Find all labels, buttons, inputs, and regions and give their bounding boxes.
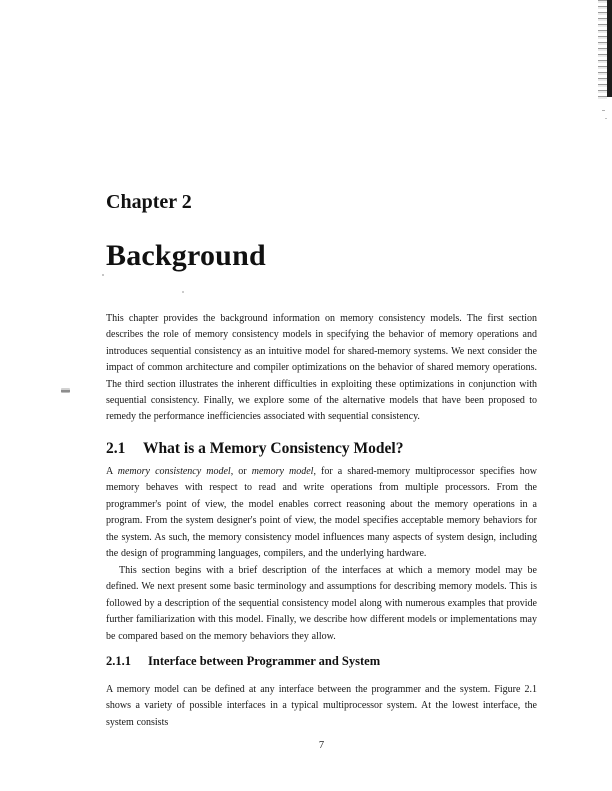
intro-paragraph: This chapter provides the background information on memory consistency models. The first section describes the role of memory consistency models in specifying the behavior of memory operations and introduces sequential consistency as an intuitive model for shared-memory systems. We next consider the impact of common architecture and compiler optimizations on the behavior of shared memory operations. The third section illustrates the inherent difficulties in exploiting these optimizations in conjunction with sequential consistency. Finally, we explore some of the alternative models that have been proposed to remedy the performance inefficiencies associated with sequential consistency. [106, 313, 537, 423]
scan-artifact-speck [605, 118, 607, 119]
paragraph-segment-italic: memory model [251, 466, 314, 477]
chapter-title: Background [106, 239, 266, 272]
section-paragraph-2: This section begins with a brief description of the interfaces at which a memory model may be defined. We next present some basic terminology and assumptions for describing memory models. This is followed by a description of the sequential consistency model along with numerous examples that provide further familiarization with this model. Finally, we describe how different models or implementations may be compared based on the memory behaviors they allow. [106, 565, 537, 642]
subsection-heading [106, 655, 537, 669]
paragraph-segment: , or [230, 466, 252, 477]
paragraph-segment: , for a shared-memory multiprocessor specifies how memory behaves with respect to read and write operations from multiple processors. From the programmer's point of view, the model enables correct reasoning about the memory operations in a program. From the system designer's point of view, the model specifies acceptable memory behaviors for the system. As such, the memory consistency model influences many aspects of system design, including the design of programming languages, compilers, and the underlying hardware. [106, 466, 537, 560]
scan-artifact-speck [182, 291, 184, 293]
scan-artifact-speck [602, 110, 605, 111]
section-paragraph-1 [106, 464, 537, 562]
subsection-title: Interface between Programmer and System [148, 654, 381, 668]
section-title: What is a Memory Consistency Model? [143, 440, 404, 457]
section-number: 2.1 [106, 440, 126, 457]
paragraph-segment: A [106, 466, 118, 477]
subsection-paragraph: A memory model can be defined at any interface between the programmer and the system. Figure 2.1 shows a variety of possible interfaces in a typical multiprocessor system. At the lowest interface, the system consists [106, 684, 537, 728]
chapter-label: Chapter 2 [106, 191, 192, 213]
scan-artifact-right-edge-bar [607, 0, 612, 97]
scan-artifact-right-edge-noise [598, 0, 607, 102]
page-number: 7 [318, 740, 325, 751]
scan-artifact-speck [102, 274, 104, 276]
section-heading [106, 440, 537, 457]
scan-artifact-margin-dash [61, 388, 70, 393]
paragraph-segment-italic: memory consistency model [117, 466, 231, 477]
subsection-number: 2.1.1 [106, 654, 131, 668]
